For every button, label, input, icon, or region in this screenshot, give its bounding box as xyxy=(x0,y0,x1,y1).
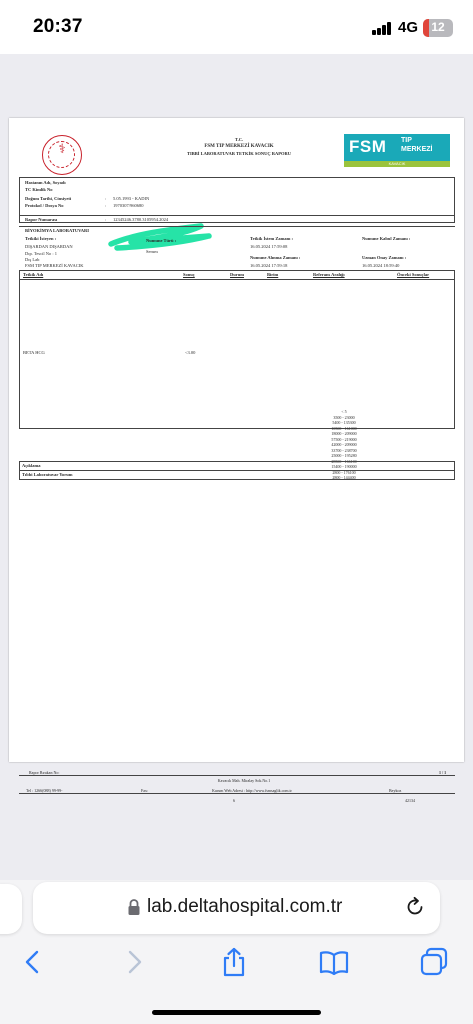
footer-index: 6 xyxy=(233,798,235,803)
footer-tel: Tel : 1266(088) 99-99- xyxy=(26,788,63,793)
back-button[interactable] xyxy=(17,946,49,978)
report-country: T.C. xyxy=(234,137,244,142)
results-table xyxy=(19,270,455,429)
reference-range-item: 2800 - 176100 xyxy=(332,469,356,475)
header-status: Durum xyxy=(230,272,245,277)
reference-range-item: 57500 - 219000 xyxy=(331,436,357,442)
report-title: TIBBİ LABORATUVAR TETKİK SONUÇ RAPORU xyxy=(186,151,292,156)
previous-tab-preview[interactable] xyxy=(0,884,22,934)
header-previous: Önceki Sonuçlar xyxy=(397,272,430,277)
result-cell: <3.00 xyxy=(185,350,196,355)
sample-taken-label: Numune Alınma Zamanı : xyxy=(250,255,301,260)
url-text: lab.deltahospital.com.tr xyxy=(147,896,343,917)
footer-address: Kavacık Mah. Miralay Sok.No.1 xyxy=(217,778,271,783)
protocol-label: Protokol / Dosya No xyxy=(25,203,64,208)
reference-range-item: < 5 xyxy=(341,409,347,414)
status-bar xyxy=(0,0,473,54)
document-viewport[interactable] xyxy=(0,54,473,880)
approval-value: 16.05.2024 18:59:40 xyxy=(362,263,400,268)
patient-name-label: Hastanın Adı, Soyadı xyxy=(25,180,66,185)
dob-value: 5.05.1993 - KADIN xyxy=(113,196,150,201)
header-unit: Birim xyxy=(267,272,279,277)
footer-city: Beykoz xyxy=(389,788,402,793)
protocol-value: 1970307/960680 xyxy=(113,203,144,208)
reference-range-item: 2800 - 144400 xyxy=(332,475,356,480)
receiver-label: Rapor Bırakan No: xyxy=(29,770,60,775)
battery-level: 12 xyxy=(431,20,445,34)
reference-range-item: 33700 - 238700 xyxy=(331,447,357,453)
cellular-signal-icon xyxy=(372,22,392,35)
footer-web: Kurum Web Adresi : http://www.fsmsaglik.com.tr xyxy=(212,788,292,793)
reference-range-item: 5400 - 135300 xyxy=(332,420,356,425)
tabs-button[interactable] xyxy=(418,946,450,978)
footer-fax: Fax: xyxy=(141,788,149,793)
yorum-label: Tıbbi Laboratuvar Yorum xyxy=(22,472,73,477)
clock: 20:37 xyxy=(33,16,83,37)
fsm-logo: FSM TIP MERKEZİ KAVACIK xyxy=(344,131,450,171)
test-name-cell: BETA HCG xyxy=(23,350,45,355)
header-reference: Referans Aralığı xyxy=(313,272,345,277)
report-no-value: 12345246.3780.3105954.2024 xyxy=(113,217,169,222)
reference-range-item: 18000 - 209000 xyxy=(331,431,357,436)
dip-lab: Dış Lab xyxy=(25,257,40,262)
reference-range-item: 25000 - 195280 xyxy=(331,453,357,458)
requester-value: DIŞARDAN DIŞARDAN xyxy=(25,244,73,249)
dob-label: Doğum Tarihi, Cinsiyeti xyxy=(25,196,72,201)
home-indicator xyxy=(152,1010,321,1015)
network-type: 4G xyxy=(398,19,419,36)
tc-label: TC Kimlik No xyxy=(25,187,53,192)
reference-range-item: 10500 - 161000 xyxy=(331,425,357,431)
sample-type-label: Numune Türü : xyxy=(146,238,177,243)
patient-info-box xyxy=(19,177,455,223)
lab-section-title: BİYOKİMYA LABORATUVARI xyxy=(25,228,90,233)
sample-taken-value: 16.05.2024 17:59:18 xyxy=(250,263,288,268)
reference-range-item: 28500 - 166100 xyxy=(331,458,357,464)
page-number: 1 / 1 xyxy=(439,770,447,775)
lock-icon xyxy=(127,898,141,916)
reference-range-item: 15400 - 190000 xyxy=(331,464,357,469)
footer-postal: 42134 xyxy=(405,798,415,803)
requester-label: Tetkiki İsteyen : xyxy=(25,236,57,241)
reference-range-item: 3500 - 23000 xyxy=(333,414,355,420)
ministry-seal-logo: ⚕ xyxy=(42,135,82,175)
address-bar[interactable] xyxy=(33,882,440,934)
share-button[interactable] xyxy=(218,946,250,978)
forward-button[interactable] xyxy=(118,946,150,978)
request-time-label: Tetkik İstem Zamanı : xyxy=(250,236,293,241)
lab-report-page: ⚕ T.C. FSM TIP MERKEZİ KAVACIK TIBBİ LABORATUVAR TETKİK SONUÇ RAPORU FSM TIP MERKEZİ KAVACIK Hastanın Adı, Soyadı TC Kimlik No Doğum Tarihi, Cinsiyeti Protokol / Dosya No : : 5.05.1993 - KADIN 1970307/960680 Rapor Numarası : 12345246.3780.3105954.2024 BİYOKİMYA LABORATUVARI Tetkiki İsteyen : DIŞARDAN DIŞARDAN Dıp. Tescil No : 1 Dış Lab FSM TIP MERKEZİ KAVACIK Numune Türü : Serum Tetkik İstem Zamanı : 16.05.2024 17:59:08 Numune Alınma Zamanı : 16.05.2024 17:59:18 Numune Kabul Zamanı : Uzman Onay Zamanı : 16.05.2024 18:59:40 Tetkik Adı Sonuç Durum Birim Referans Aralığı Önceki Sonuçlar BETA HCG <3.00 < 5 3500 - 23000 5400 - 135300 10500 - 161000 18000 - 209000 57500 - 219000 42000 - 209000 33700 - 238700 25000 - 195280 28500 - 166100 15400 - 190000 2800 - 176100 2800 - 144400 Açıklama Tıbbi Laboratuvar Yorum Rapor Bırakan No: 1 / 1 Kavacık Mah. Miralay Sok.No.1 Tel : 1266(088) 99-99- Fax: Kurum Web Adresi : http://www.fsmsaglik.com.tr Beykoz 6 42134 xyxy=(9,118,464,762)
reload-icon[interactable] xyxy=(404,896,426,918)
browser-toolbar xyxy=(0,880,473,1024)
reg-no: Dıp. Tescil No : 1 xyxy=(25,251,57,256)
request-time-value: 16.05.2024 17:59:08 xyxy=(250,244,288,249)
sample-type-value: Serum xyxy=(146,249,158,254)
sample-accept-label: Numune Kabul Zamanı : xyxy=(362,236,411,241)
aciklama-label: Açıklama xyxy=(22,463,41,468)
battery-icon xyxy=(423,19,453,37)
reference-range-item: 42000 - 209000 xyxy=(331,442,357,447)
requester-institution: FSM TIP MERKEZİ KAVACIK xyxy=(25,263,84,268)
report-institution: FSM TIP MERKEZİ KAVACIK xyxy=(204,144,274,149)
header-test-name: Tetkik Adı xyxy=(23,272,44,277)
bookmarks-button[interactable] xyxy=(318,946,350,978)
approval-label: Uzman Onay Zamanı : xyxy=(362,255,407,260)
header-result: Sonuç xyxy=(183,272,195,277)
report-no-label: Rapor Numarası xyxy=(25,217,58,222)
